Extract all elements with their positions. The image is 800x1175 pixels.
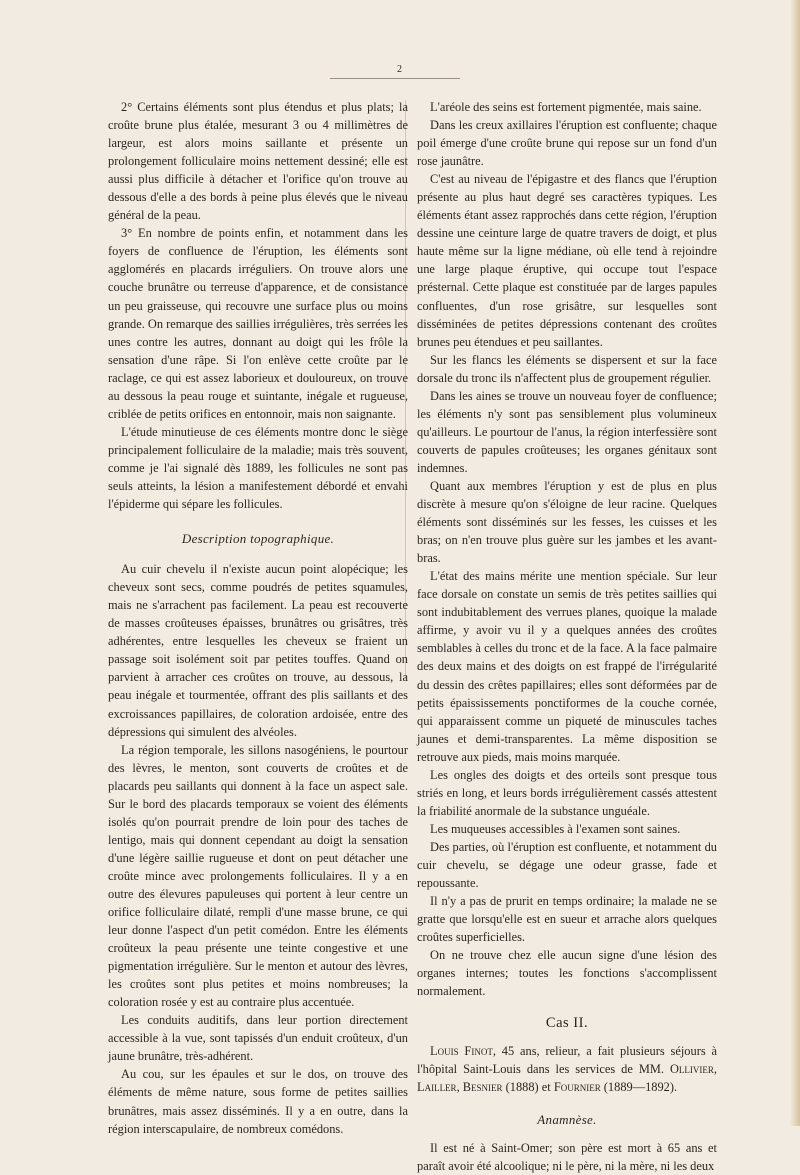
patient-name: Louis Finot [430,1044,493,1059]
doctor-name: Besnier [462,1080,503,1095]
paragraph: Quant aux membres l'éruption y est de plus en plus discrète à mesure qu'on s'éloigne de leur racine. Quelques éléments sont disséminés sur les fesses, les cuisses et les bras; on n'en trouve plus guère sur les jambes et les avant-bras. [417,478,717,566]
section-heading: Description topographique. [181,531,335,547]
paragraph: L'état des mains mérite une mention spéciale. Sur leur face dorsale on constate un semis de très petites saillies qui sont indubitablement des verrues planes, quoique la malade affirme, y avoir vu il y a quelques années des croûtes semblables à celles du tronc et de la face. A la face palmaire des deux mains et des doigts on est frappé de l'irrégularité du dessin des crêtes papillaires; elles sont déformées par de petits épaississements ponctiformes de la couche cornée, qui apparaissent comme un piqueté de minuscules taches jaunes et demi-transparentes. La même disposition se retrouve aux pieds, mais moins marquée. [417,569,717,764]
case-heading: Cas II. [545,1015,589,1032]
paragraph: Des parties, où l'éruption est confluente, et notamment du cuir chevelu, se dégage une odeur grasse, fade et repoussante. [417,839,717,891]
subsection-heading: Anamnèse. [537,1111,597,1127]
paragraph: Les conduits auditifs, dans leur portion directement accessible à la vue, sont tapissés d'un enduit croûteux, d'un jaune brunâtre, très-adhérent. [108,1013,408,1064]
doctor-name: Fournier [553,1080,601,1095]
paragraph: Dans les creux axillaires l'éruption est confluente; chaque poil émerge d'une croûte brune qui repose sur un fond d'un rose jaunâtre. [417,118,717,169]
right-column [417,98,717,1175]
paragraph: C'est au niveau de l'épigastre et des flancs que l'éruption présente au plus haut degré ses caractères typiques. Les éléments étant assez rapprochés dans cette région, l'éruption dessine une ceinture large de quatre travers de doigt, et plus haute même sur la ligne médiane, où elle tend à rejoindre une large plaque éruptive, qui occupe tout l'espace présternal. Cette plaque est constituée par de larges papules confluentes, d'un rose grisâtre, sur lesquelles sont disséminées de petites dépressions contenant des croûtes brunes peu étendues et peu saillantes. [417,172,717,349]
doctor-name: Lailler [417,1080,457,1095]
left-column [108,98,408,1138]
case-text: (1888) et [502,1080,554,1095]
paragraph: Sur les flancs les éléments se dispersent et sur la face dorsale du tronc ils n'affectent plus de groupement régulier. [417,352,717,385]
paragraph: 2° Certains éléments sont plus étendus et plus plats; la croûte brune plus étalée, mesurant 3 ou 4 millimètres de largeur, est alors moins saillante et présente un prolongement folliculaire moins nettement dessiné; elle est aussi plus difficile à détacher et l'orifice qu'on trouve au dessous d'elle a des bords à peine plus élevés que le niveau général de la peau. [108,100,408,223]
page-edge [790,0,800,1126]
case-text: (1889—1892). [600,1080,678,1095]
paragraph: Il n'y a pas de prurit en temps ordinaire; la malade ne se gratte que lorsqu'elle est en sueur et arrache alors quelques croûtes superficielles. [417,894,717,945]
paragraph: Au cou, sur les épaules et sur le dos, on trouve des éléments de même nature, sous forme de petites saillies brunâtres, mais assez disséminés. Il y a en outre, dans la région interscapulaire, de nombreux comédons. [108,1067,408,1136]
case-text: , 45 ans, relieur, a fait plusieurs séjours à l'hôpital Saint-Louis dans les services de MM. [417,1044,717,1077]
doctor-name: Ollivier [669,1062,714,1077]
paragraph: Au cuir chevelu il n'existe aucun point alopécique; les cheveux sont secs, comme poudrés de petites squamules, mais ne s'arrachent pas facilement. La peau est recouverte de masses croûteuses épaisses, brunâtres ou grisâtres, très adhérentes, entre lesquelles les cheveux se fraient un passage soit isolément soit par petites touffes. Quand on parvient à arracher ces croûtes on trouve, au dessous, la peau inégale et tourmentée, offrant des plis saillants et des excroissances papillaires, de coloration ardoisée, entre des dépressions qui simulent des alvéoles. [108,562,408,739]
page-number: 2 [397,64,403,75]
paragraph: Les ongles des doigts et des orteils sont presque tous striés en long, et leurs bords irrégulièrement cassés attestent la friabilité anormale de la substance unguéale. [417,767,717,818]
case-intro-paragraph: Louis Finot, 45 ans, relieur, a fait plusieurs séjours à l'hôpital Saint-Louis dans les services de MM. Ollivier, Lailler, Besnier (1888) et Fournier (1889—1892). [417,1044,717,1095]
paragraph: L'étude minutieuse de ces éléments montre donc le siège principalement folliculaire de la maladie; mais très souvent, comme je l'ai signalé dès 1889, les follicules ne sont pas seuls atteints, la lésion a manifestement débordé et envahi l'épiderme qui sépare les follicules. [108,424,408,512]
paragraph: On ne trouve chez elle aucun signe d'une lésion des organes internes; toutes les fonctions s'accomplissent normalement. [417,948,717,999]
paragraph: L'aréole des seins est fortement pigmentée, mais saine. [430,100,702,114]
paragraph: Les muqueuses accessibles à l'examen sont saines. [430,821,681,836]
paragraph: Il est né à Saint-Omer; son père est mort à 65 ans et paraît avoir été alcoolique; ni le père, ni la mère, ni les deux [417,1140,717,1173]
header-rule [330,78,460,79]
paragraph: La région temporale, les sillons nasogéniens, le pourtour des lèvres, le menton, sont couverts de croûtes et de placards peu saillants qui donnent à la face un aspect sale. Sur le bord des placards temporaux se voient des éléments isolés qu'on pourrait prendre de loin pour des taches de lentigo, mais qui donnent cependant au doigt la sensation d'une légère saillie rugueuse et dont on peut détacher une croûte mince avec prolongements folliculaires. Il y a en outre des élevures papuleuses qui portent à leur centre un orifice folliculaire dilaté, rempli d'une masse brune, ce qui leur donne l'aspect d'un petit comédon. Entre les éléments croûteux la peau présente une teinte congestive et une pigmentation irrégulière. Sur le menton et autour des lèvres, les croûtes sont plus petites et moins nombreuses; la coloration rosée y est au contraire plus accentuée. [108,742,408,1010]
paragraph: 3° En nombre de points enfin, et notamment dans les foyers de confluence de l'éruption, les éléments sont agglomérés en placards irréguliers. On trouve alors une couche brunâtre ou terreuse d'apparence, et de consistance un peu graisseuse, qui recouvre une surface plus ou moins grande. On remarque des saillies irrégulières, très serrées les unes contre les autres, donnant au doigt qui les frôle la sensation d'une râpe. Si l'on enlève cette croûte par le raclage, ce qui est assez laborieux et douloureux, on trouve au dessous la peau rouge et suintante, inégale et rugueuse, criblée de petits orifices en entonnoir, mais non saignante. [108,226,409,421]
paragraph: Dans les aines se trouve un nouveau foyer de confluence; les éléments n'y sont pas sensiblement plus volumineux qu'ailleurs. Le pourtour de l'anus, la région interfessière sont couverts de papules croûteuses; les organes génitaux sont indemnes. [417,388,717,475]
